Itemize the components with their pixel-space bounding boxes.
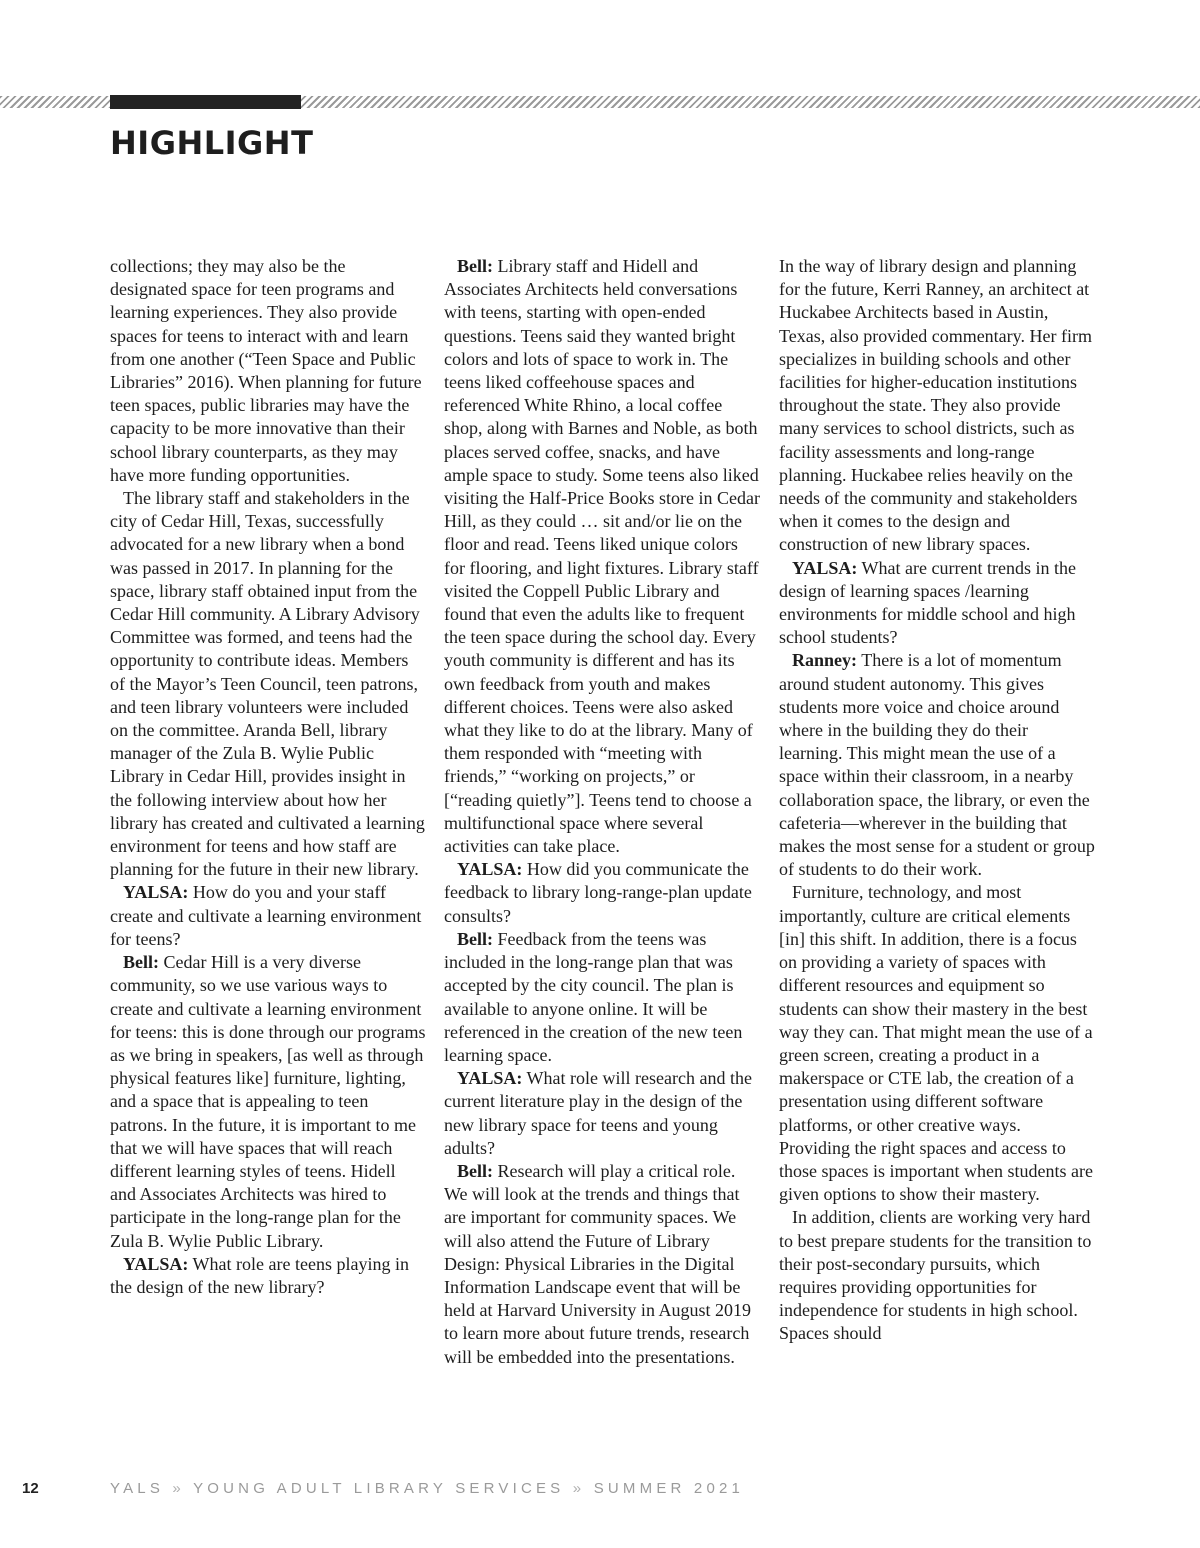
paragraph-text: How do you and your staff create and cultivate a learning environment for teens? <box>110 882 422 949</box>
paragraph-text: Feedback from the teens was included in the long-range plan that was accepted by the city council. The plan is available to anyone online. It will be referenced in the creation of the new teen learning space. <box>444 928 743 1065</box>
paragraph-text: What role are teens playing in the design of the new library? <box>110 1253 409 1297</box>
speaker-label: YALSA: <box>123 882 189 903</box>
paragraph-text: Library staff and Hidell and Associates Architects held conversations with teens, starting with open-ended questions. Teens said they wanted bright colors and lots of space to work in. The teens liked coffeehouse spaces and referenced White Rhino, a local coffee shop, along with Barnes and Noble, as both places served coffee, snacks, and have ample space to study. Some teens also liked visiting the Half-Price Books store in Cedar Hill, as they could … sit and/or lie on the floor and read. Teens liked unique colors for flooring, and light fixtures. Library staff visited the Coppell Public Library and found that even the adults like to frequent the teen space during the school day. Every youth community is different and has its own feedback from youth and makes different choices. Teens were also asked what they like to do at the library. Many of them responded with “meeting with friends,” “working on projects,” or [“reading quietly”]. Teens tend to choose a multifunctional space where several activities can take place. <box>444 256 760 857</box>
paragraph-text: What role will research and the current literature play in the design of the new library space for teens and young adults? <box>444 1068 752 1158</box>
speaker-label: YALSA: <box>123 1253 189 1274</box>
interview-question <box>444 858 760 928</box>
interview-answer <box>779 649 1095 881</box>
paragraph <box>779 1206 1095 1345</box>
paragraph-text: collections; they may also be the designated space for teen programs and learning experiences. They also provide spaces for teens to interact with and learn from one another (“Teen Space and Public Libraries” 2016). When planning for future teen spaces, public libraries may have the capacity to be more innovative than their school library counterparts, as they may have more funding opportunities. <box>110 256 422 485</box>
interview-answer <box>444 255 760 858</box>
interview-answer <box>444 1160 760 1369</box>
text-column-1 <box>110 255 426 1299</box>
footer-full-title: YOUNG ADULT LIBRARY SERVICES <box>193 1480 565 1497</box>
paragraph <box>779 255 1095 557</box>
paragraph-text: In the way of library design and planning for the future, Kerri Ranney, an architect at Huckabee Architects based in Austin, Texas, also provided commentary. Her firm specializes in building schools and other facilities for higher-education institutions throughout the state. They also provide many services to school districts, such as facility assessments and long-range planning. Huckabee relies heavily on the needs of the community and stakeholders when it comes to the design and construction of new library spaces. <box>779 256 1092 555</box>
footer-publication: YALS <box>110 1480 165 1497</box>
speaker-label: YALSA: <box>457 859 523 880</box>
speaker-label: Bell: <box>123 952 159 973</box>
paragraph-text: In addition, clients are working very hard to best prepare students for the transition to their post-secondary pursuits, which requires providing opportunities for independence for students in high school. Spaces should <box>779 1207 1092 1344</box>
page-number: 12 <box>22 1480 39 1497</box>
paragraph-text: How did you communicate the feedback to library long-range-plan update consults? <box>444 859 752 926</box>
interview-question <box>110 1253 426 1299</box>
text-column-2 <box>444 255 760 1369</box>
running-footer <box>110 1480 744 1497</box>
interview-answer <box>110 951 426 1253</box>
paragraph-text: What are current trends in the design of learning spaces /learning environments for middle school and high school students? <box>779 557 1076 648</box>
speaker-label: Bell: <box>457 1160 493 1181</box>
paragraph-text: Cedar Hill is a very diverse community, so we use various ways to create and cultivate a learning environment for teens: this is done through our programs as we bring in speakers, [as well as through physical features like] furniture, lighting, and a space that is appealing to teen patrons. In the future, it is important to me that we will have spaces that will reach different learning styles of teens. Hidell and Associates Architects was hired to participate in the long-range plan for the Zula B. Wylie Public Library. <box>110 952 426 1251</box>
interview-question <box>110 881 426 951</box>
footer-separator: » <box>172 1480 185 1497</box>
paragraph <box>110 255 426 487</box>
text-column-3 <box>779 255 1095 1346</box>
footer-separator: » <box>572 1480 586 1497</box>
paragraph <box>779 881 1095 1206</box>
paragraph-text: Furniture, technology, and most importantly, culture are critical elements [in] this shift. In addition, there is a focus on providing a variety of spaces with different resources and equipment so students can show their mastery in the best way they can. That might mean the use of a green screen, creating a product in a makerspace or CTE lab, the creation of a presentation using different software platforms, or other creative ways. Providing the right spaces and access to those spaces is important when students are given options to show their mastery. <box>779 882 1093 1205</box>
interview-question <box>444 1067 760 1160</box>
speaker-label: YALSA: <box>792 557 858 578</box>
paragraph-text: The library staff and stakeholders in the city of Cedar Hill, Texas, successfully advocated for a new library when a bond was passed in 2017. In planning for the space, library staff obtained input from the Cedar Hill community. A Library Advisory Committee was formed, and teens had the opportunity to contribute ideas. Members of the Mayor’s Teen Council, teen patrons, and teen library volunteers were included on the committee. Aranda Bell, library manager of the Zula B. Wylie Public Library in Cedar Hill, provides insight in the following interview about how her library has created and cultivated a learning environment for teens and how staff are planning for the future in their new library. <box>110 488 425 880</box>
paragraph-text: Research will play a critical role. We will look at the trends and things that are important for community spaces. We will also attend the Future of Library Design: Physical Libraries in the Digital Information Landscape event that will be held at Harvard University in August 2019 to learn more about future trends, research will be embedded into the presentations. <box>444 1160 751 1367</box>
paragraph <box>110 487 426 881</box>
speaker-label: Ranney: <box>792 650 858 671</box>
section-marker-bar <box>110 95 301 109</box>
footer-issue: SUMMER 2021 <box>593 1480 745 1497</box>
interview-question <box>779 557 1095 650</box>
paragraph-text: There is a lot of momentum around student autonomy. This gives students more voice and choice around where in the building they do their learning. This might mean the use of a space within their classroom, in a nearby collaboration space, the library, or even the cafeteria—wherever in the building that makes the most sense for a student or group of students to do their work. <box>779 650 1095 880</box>
speaker-label: YALSA: <box>457 1068 523 1089</box>
speaker-label: Bell: <box>457 256 493 276</box>
section-title: HIGHLIGHT <box>110 124 314 162</box>
interview-answer <box>444 928 760 1067</box>
speaker-label: Bell: <box>457 928 493 949</box>
